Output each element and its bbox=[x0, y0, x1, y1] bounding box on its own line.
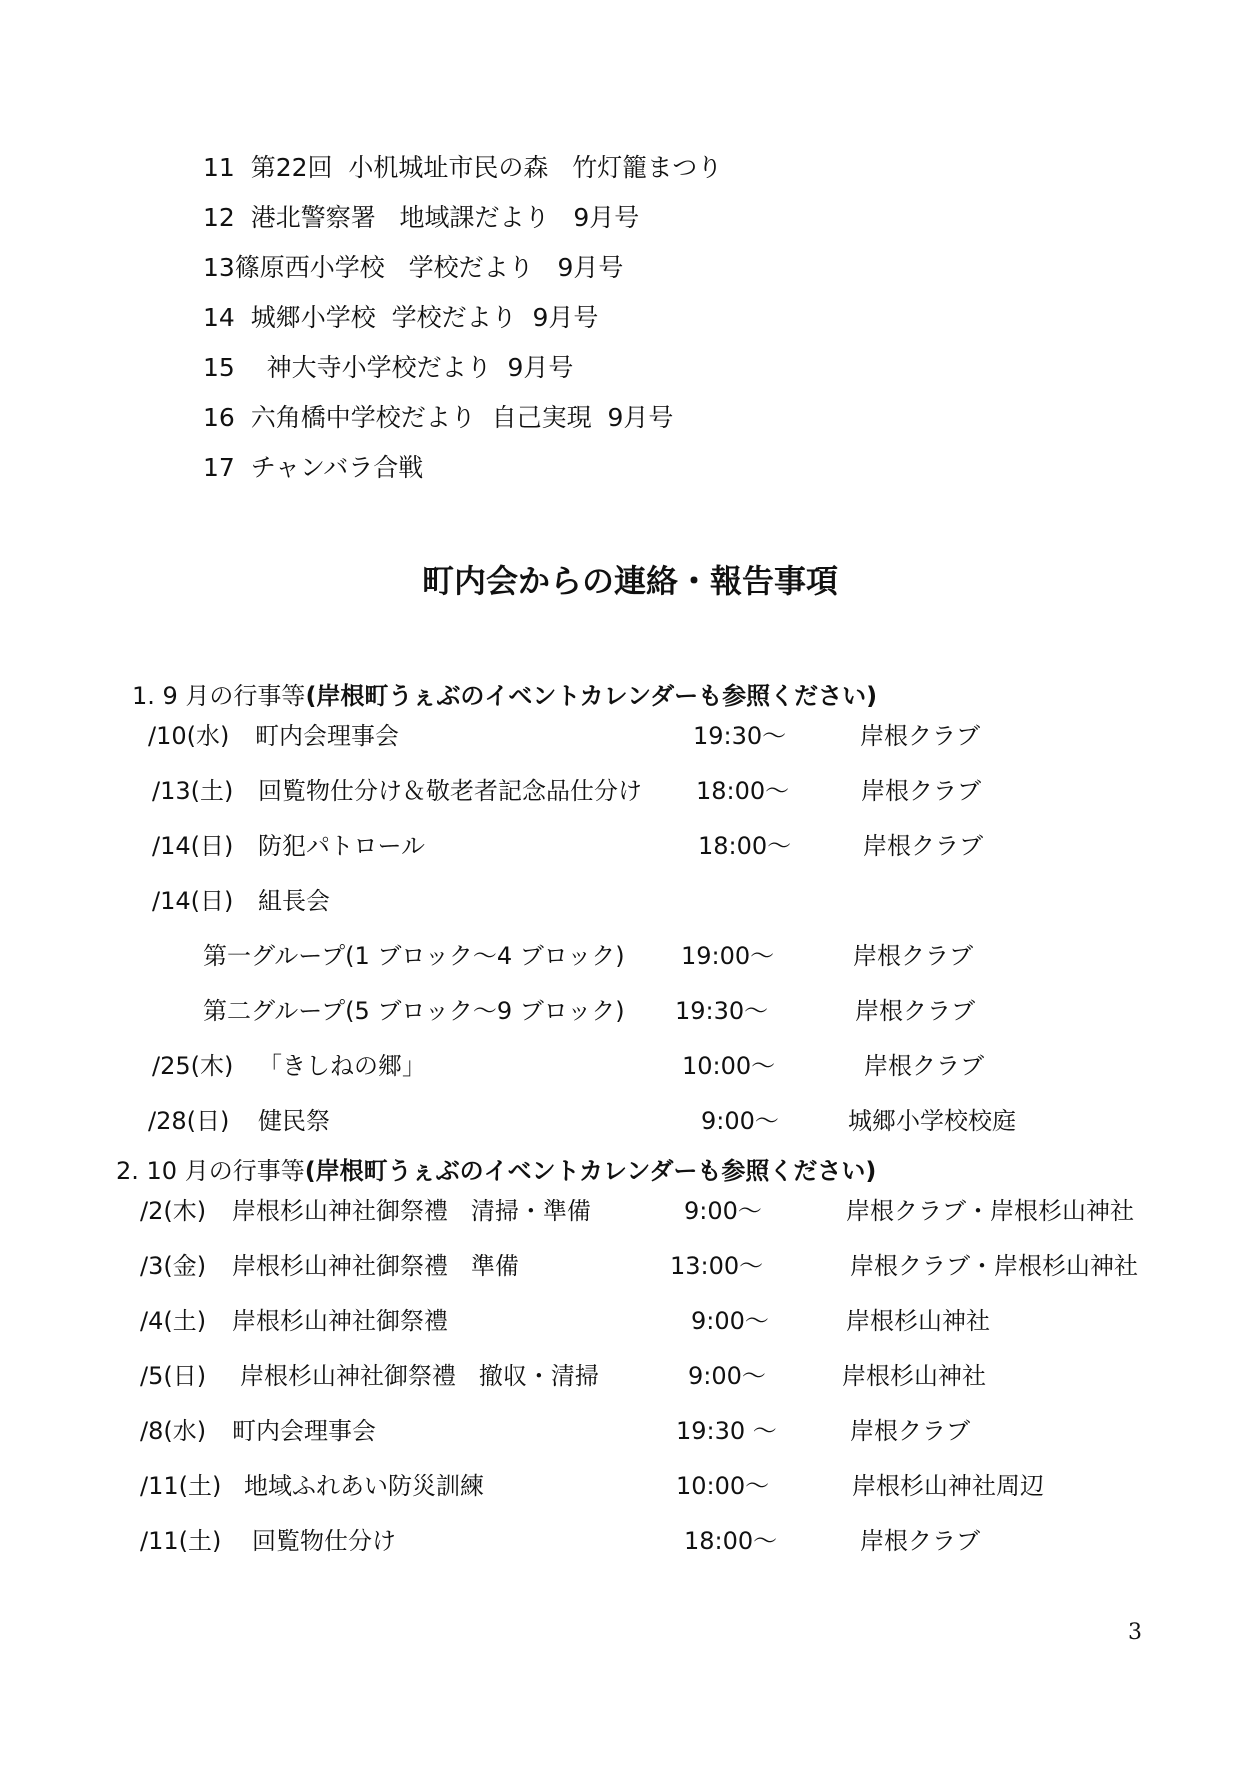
event-place: 城郷小学校校庭 bbox=[848, 1107, 1016, 1135]
event-time: 18:00〜 bbox=[696, 777, 790, 805]
event-time: 18:00〜 bbox=[684, 1527, 778, 1555]
event-time: 19:00〜 bbox=[681, 942, 775, 970]
event-place: 岸根クラブ・岸根杉山神社 bbox=[846, 1197, 1134, 1225]
event-row bbox=[152, 1046, 1152, 1086]
event-place: 岸根クラブ bbox=[853, 942, 973, 970]
contents-item: 16 六角橋中学校だより 自己実現 9月号 bbox=[203, 403, 674, 432]
contents-item: 12 港北警察署 地域課だより 9月号 bbox=[203, 203, 640, 232]
event-row bbox=[152, 826, 1152, 866]
october-heading-prefix: 2. 10 月の行事等 bbox=[116, 1157, 305, 1185]
event-place: 岸根クラブ bbox=[863, 832, 983, 860]
event-name: 防犯パトロール bbox=[258, 832, 426, 860]
event-date: /14(日) bbox=[152, 832, 234, 860]
event-row bbox=[140, 1466, 1240, 1506]
event-name: 健民祭 bbox=[258, 1107, 330, 1135]
event-place: 岸根杉山神社 bbox=[842, 1362, 986, 1390]
event-date: /10(水) bbox=[148, 722, 230, 750]
event-name: 岸根杉山神社御祭禮 撤収・清掃 bbox=[240, 1362, 599, 1390]
event-time: 13:00〜 bbox=[670, 1252, 764, 1280]
event-name: 岸根杉山神社御祭禮 準備 bbox=[232, 1252, 519, 1280]
event-time: 9:00〜 bbox=[691, 1307, 769, 1335]
event-time: 19:30〜 bbox=[675, 997, 769, 1025]
event-name: 第一グループ(1 ブロック〜4 ブロック) bbox=[203, 942, 625, 970]
event-date: /11(土) bbox=[140, 1472, 222, 1500]
contents-item: 17 チャンバラ合戦 bbox=[203, 453, 424, 482]
event-place: 岸根クラブ bbox=[850, 1417, 970, 1445]
event-time: 9:00〜 bbox=[684, 1197, 762, 1225]
event-name: 第二グループ(5 ブロック〜9 ブロック) bbox=[203, 997, 625, 1025]
event-row bbox=[140, 1246, 1240, 1286]
event-place: 岸根杉山神社 bbox=[846, 1307, 990, 1335]
event-row bbox=[148, 716, 1148, 756]
october-heading bbox=[116, 1155, 876, 1187]
event-time: 18:00〜 bbox=[698, 832, 792, 860]
event-place: 岸根クラブ bbox=[855, 997, 975, 1025]
event-place: 岸根クラブ bbox=[860, 722, 980, 750]
event-time: 9:00〜 bbox=[688, 1362, 766, 1390]
event-time: 19:30〜 bbox=[693, 722, 787, 750]
event-place: 岸根クラブ bbox=[864, 1052, 984, 1080]
event-date: /8(水) bbox=[140, 1417, 207, 1445]
event-date: /11(土) bbox=[140, 1527, 222, 1555]
event-place: 岸根クラブ bbox=[860, 1527, 980, 1555]
event-date: /25(木) bbox=[152, 1052, 234, 1080]
event-place: 岸根杉山神社周辺 bbox=[852, 1472, 1044, 1500]
event-name: 「きしねの郷」 bbox=[258, 1052, 426, 1080]
september-heading-prefix: 1. 9 月の行事等 bbox=[132, 682, 306, 710]
contents-item: 13篠原西小学校 学校だより 9月号 bbox=[203, 253, 624, 282]
september-heading bbox=[132, 680, 877, 712]
event-place: 岸根クラブ・岸根杉山神社 bbox=[850, 1252, 1138, 1280]
event-row bbox=[140, 1521, 1240, 1561]
september-heading-note: (岸根町うぇぶのイベントカレンダーも参照ください) bbox=[305, 682, 878, 710]
event-time: 9:00〜 bbox=[701, 1107, 779, 1135]
event-name: 岸根杉山神社御祭禮 清掃・準備 bbox=[232, 1197, 591, 1225]
event-row bbox=[152, 771, 1152, 811]
october-heading-note: (岸根町うぇぶのイベントカレンダーも参照ください) bbox=[304, 1157, 877, 1185]
event-row bbox=[203, 936, 1203, 976]
event-name: 岸根杉山神社御祭禮 bbox=[232, 1307, 448, 1335]
event-date: /2(木) bbox=[140, 1197, 207, 1225]
event-row bbox=[203, 991, 1203, 1031]
event-name: 町内会理事会 bbox=[255, 722, 399, 750]
event-row bbox=[140, 1356, 1240, 1396]
event-date: /13(土) bbox=[152, 777, 234, 805]
event-date: /5(日) bbox=[140, 1362, 207, 1390]
contents-item: 11 第22回 小机城址市民の森 竹灯籠まつり bbox=[203, 153, 723, 182]
event-row bbox=[140, 1191, 1240, 1231]
event-name: 組長会 bbox=[258, 887, 330, 915]
event-name: 回覧物仕分け＆敬老者記念品仕分け bbox=[258, 777, 642, 805]
contents-item: 14 城郷小学校 学校だより 9月号 bbox=[203, 303, 599, 332]
event-date: /3(金) bbox=[140, 1252, 207, 1280]
contents-list bbox=[203, 148, 722, 498]
event-date: /14(日) bbox=[152, 887, 234, 915]
event-date: /28(日) bbox=[148, 1107, 230, 1135]
section-title: 町内会からの連絡・報告事項 bbox=[421, 562, 838, 600]
event-time: 19:30 〜 bbox=[676, 1417, 777, 1445]
event-place: 岸根クラブ bbox=[861, 777, 981, 805]
event-time: 10:00〜 bbox=[676, 1472, 770, 1500]
event-name: 町内会理事会 bbox=[232, 1417, 376, 1445]
contents-item: 15 神大寺小学校だより 9月号 bbox=[203, 353, 574, 382]
event-row bbox=[140, 1411, 1240, 1451]
event-name: 地域ふれあい防災訓練 bbox=[244, 1472, 484, 1500]
event-name: 回覧物仕分け bbox=[252, 1527, 396, 1555]
event-time: 10:00〜 bbox=[682, 1052, 776, 1080]
event-row bbox=[148, 1101, 1148, 1141]
event-date: /4(土) bbox=[140, 1307, 207, 1335]
page-number: 3 bbox=[1128, 1620, 1142, 1645]
event-row bbox=[152, 881, 1152, 921]
event-row bbox=[140, 1301, 1240, 1341]
